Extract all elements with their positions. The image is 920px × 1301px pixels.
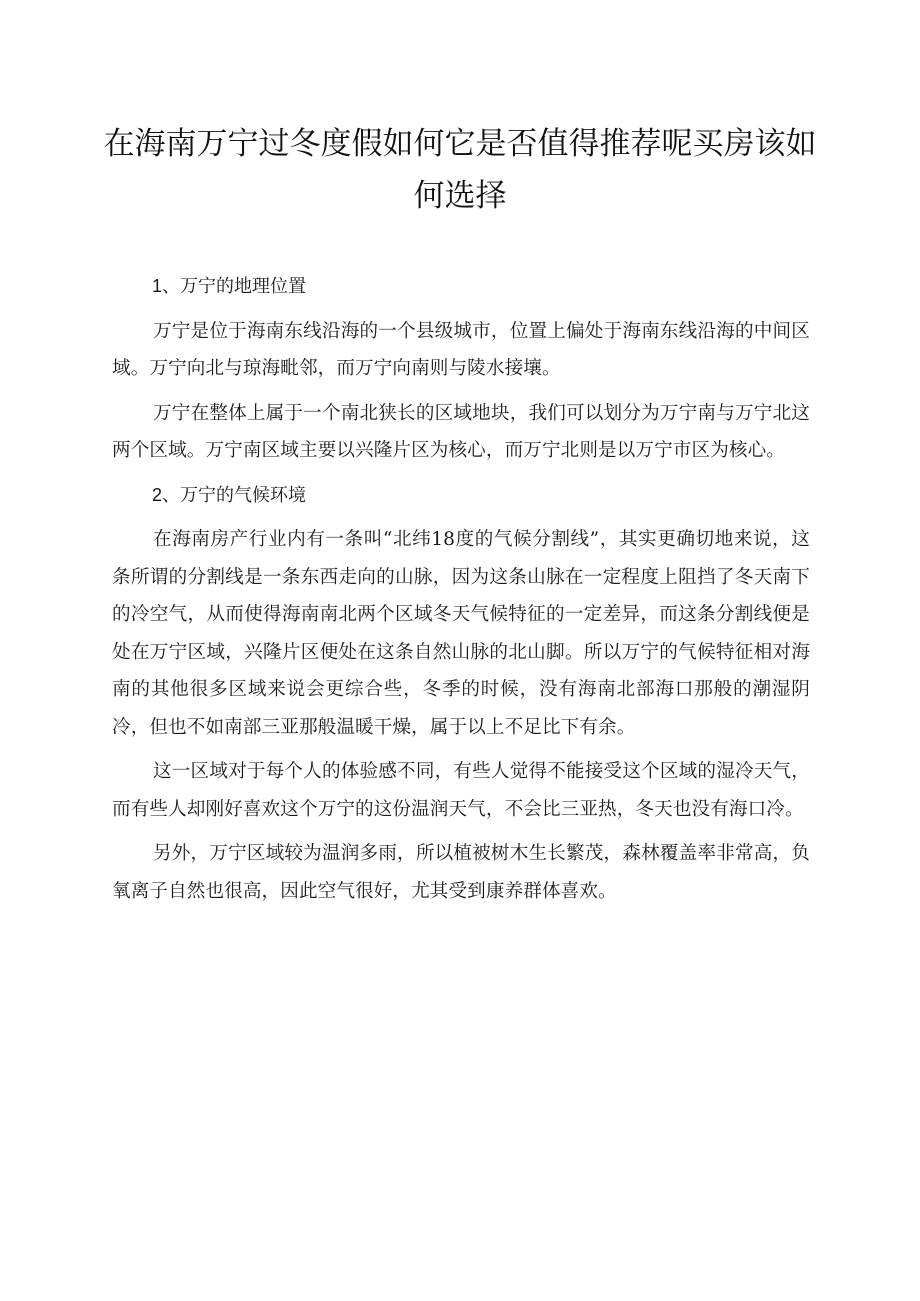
section-heading-climate: 2、万宁的气候环境 xyxy=(152,484,307,505)
paragraph-climate-2: 这一区域对于每个人的体验感不同，有些人觉得不能接受这个区域的湿冷天气，而有些人却刚好喜欢这个万宁的这份温润天气，不会比三亚热，冬天也没有海口冷。 xyxy=(112,761,810,820)
paragraph-climate-3: 另外，万宁区域较为温润多雨，所以植被树木生长繁茂，森林覆盖率非常高，负氧离子自然也很高，因此空气很好，尤其受到康养群体喜欢。 xyxy=(112,843,810,902)
section-heading-location: 1、万宁的地理位置 xyxy=(152,276,307,296)
paragraph-location-1: 万宁是位于海南东线沿海的一个县级城市，位置上偏处于海南东线沿海的中间区域。万宁向北与琼海毗邻，而万宁向南则与陵水接壤。 xyxy=(112,320,810,379)
paragraph-climate-1: 在海南房产行业内有一条叫“北纬18度的气候分割线”，其实更确切地来说，这条所谓的分割线是一条东西走向的山脉，因为这条山脉在一定程度上阻挡了冬天南下的冷空气，从而使得海南南北两个区域冬天气候特征的一定差异，而这条分割线便是处在万宁区域，兴隆片区便处在这条自然山脉的北山脚。所以万宁的气候特征相对海南的其他很多区域来说会更综合些，冬季的时候，没有海南北部海口那般的潮湿阴冷，但也不如南部三亚那般温暖干燥，属于以上不足比下有余。 xyxy=(112,529,810,738)
paragraph-location-2: 万宁在整体上属于一个南北狭长的区域地块，我们可以划分为万宁南与万宁北这两个区域。万宁南区域主要以兴隆片区为核心，而万宁北则是以万宁市区为核心。 xyxy=(112,402,810,461)
document-title: 在海南万宁过冬度假如何它是否值得推荐呢买房该如何选择 xyxy=(103,126,817,214)
document-body xyxy=(112,268,810,910)
